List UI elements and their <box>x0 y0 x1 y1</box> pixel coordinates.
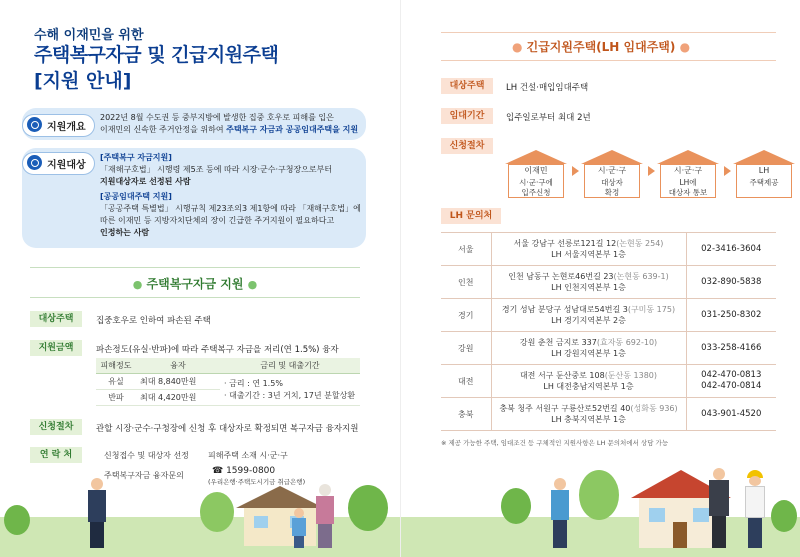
person-illustration <box>551 478 569 548</box>
label-procedure: 신청절차 <box>441 138 493 154</box>
table-row: 강원 강원 춘천 금지로 337(효자동 692-10) LH 강원지역본부 1층 033-258-4166 <box>441 332 776 365</box>
lh-office-table <box>441 232 776 431</box>
label-amount: 지원금액 <box>30 340 82 356</box>
magnifier-icon <box>27 155 42 170</box>
label-lh-contact: LH 문의처 <box>441 208 501 224</box>
footnote: ※ 제공 가능한 주택, 임대조건 등 구체적인 지원사항은 LH 문의처에서 상담 가능 <box>441 439 669 447</box>
section-title: ● 주택복구자금 지원 ● <box>132 277 258 291</box>
section-divider <box>441 32 776 33</box>
amount-text: 파손정도(유실·반파)에 따라 주택복구 자금을 저리(연 1.5%) 융자 <box>96 345 339 355</box>
overview-heading: 지원개요 <box>22 114 95 137</box>
table-row: 반파 최대 4,420만원 <box>96 390 360 406</box>
overview-text: 2022년 8월 수도권 등 중부지방에 발생한 집중 호우로 피해를 입은 이재민의 신속한 주거안정을 위하여 주택복구 자금과 공공임대주택을 지원 <box>100 113 359 134</box>
tree-illustration <box>348 485 388 531</box>
tree-illustration <box>579 470 619 520</box>
label-target: 대상주택 <box>30 311 82 327</box>
label-period: 임대기간 <box>441 108 493 124</box>
table-row: 서울 서울 강남구 선릉로121길 12(논현동 254) LH 서울지역본부 1층 02-3416-3604 <box>441 233 776 266</box>
step-notify: 시·군·구 LH에 대상자 통보 <box>657 150 719 198</box>
loan-table <box>96 358 360 406</box>
label-contact: 연 락 처 <box>30 447 82 463</box>
page-title-sub: [지원 안내] <box>34 70 132 92</box>
person-illustration <box>314 484 336 548</box>
contact-grid: 신청접수 및 대상자 선정 피해주택 소재 시·군·구 주택복구자금 융자문의 ☎ 1599-0800 (우리은행·주택도시기금 취급은행) <box>104 451 306 486</box>
person-illustration <box>709 468 729 548</box>
table-row: 대전 대전 서구 둔산중로 108(둔산동 1380) LH 대전충남지역본부 1층 042-470-0813 042-470-0814 <box>441 365 776 398</box>
tree-illustration <box>4 505 30 535</box>
tree-illustration <box>200 492 234 532</box>
table-row: 인천 인천 남동구 논현로46번길 23(논현동 639-1) LH 인천지역본부 1층 032-890-5838 <box>441 266 776 299</box>
target-text: [주택복구 자금지원] 「재해구호법」 시행령 제5조 등에 따라 시장·군수·구청장으로부터 지원대상자로 선정된 사람 [공공임대주택 지원] 「공공주택 특별법」 시행규칙 제23조의3 제1항에 따라 「재해구호법」에 따른 이재민 등 지방자치단체의 장이 긴급한 주거지원이 필요하다고 인정하는 사람 <box>100 153 361 237</box>
target-house-text: 집중호우로 인하여 파손된 주택 <box>96 316 211 326</box>
subtitle: 수해 이재민을 위한 <box>34 28 144 43</box>
arrow-icon <box>572 166 579 176</box>
ground <box>0 517 400 557</box>
table-row: 경기 경기 성남 분당구 성남대로54번길 3(구미동 175) LH 경기지역본부 2층 031-250-8302 <box>441 299 776 332</box>
person-illustration <box>88 478 106 548</box>
section-divider <box>441 60 776 61</box>
page-title: 주택복구자금 및 긴급지원주택 <box>34 44 279 66</box>
person-illustration <box>745 470 765 548</box>
step-applicant: 이재민 시·군·구에 입주신청 <box>505 150 567 198</box>
section-divider <box>30 297 360 298</box>
col-header: 금리 및 대출기간 <box>220 358 360 374</box>
step-local-gov: 시·군·구 대상자 확정 <box>581 150 643 198</box>
target-panel <box>22 148 366 248</box>
right-title: ● 긴급지원주택(LH 임대주택) ● <box>511 40 691 54</box>
overview-panel <box>22 108 366 140</box>
col-header: 융자 <box>136 358 220 374</box>
right-page <box>400 0 800 557</box>
tree-illustration <box>771 500 797 532</box>
ground <box>401 517 800 557</box>
house-illustration <box>236 486 324 546</box>
table-row: 유실 최대 8,840만원 · 금리 : 연 1.5% · 대출기간 : 3년 거치, 17년 분할상환 <box>96 374 360 390</box>
label-target: 대상주택 <box>441 78 493 94</box>
label-procedure: 신청절차 <box>30 419 82 435</box>
period-text: 입주일로부터 최대 2년 <box>506 113 591 123</box>
procedure-text: 관할 시장·군수·구청장에 신청 후 대상자로 확정되면 복구자금 융자지원 <box>96 424 359 434</box>
person-illustration <box>292 508 306 548</box>
col-header: 피해정도 <box>96 358 136 374</box>
table-row: 충북 충북 청주 서원구 구룡산로52번길 40(성화동 936) LH 충북지역본부 1층 043-901-4520 <box>441 398 776 431</box>
arrow-icon <box>724 166 731 176</box>
magnifier-icon <box>27 117 42 132</box>
arrow-icon <box>648 166 655 176</box>
section-divider <box>30 267 360 268</box>
tree-illustration <box>501 488 531 524</box>
target-heading: 지원대상 <box>22 152 95 175</box>
step-lh: LH 주택제공 <box>733 150 795 198</box>
target-house-text: LH 건설·매입임대주택 <box>506 83 589 93</box>
